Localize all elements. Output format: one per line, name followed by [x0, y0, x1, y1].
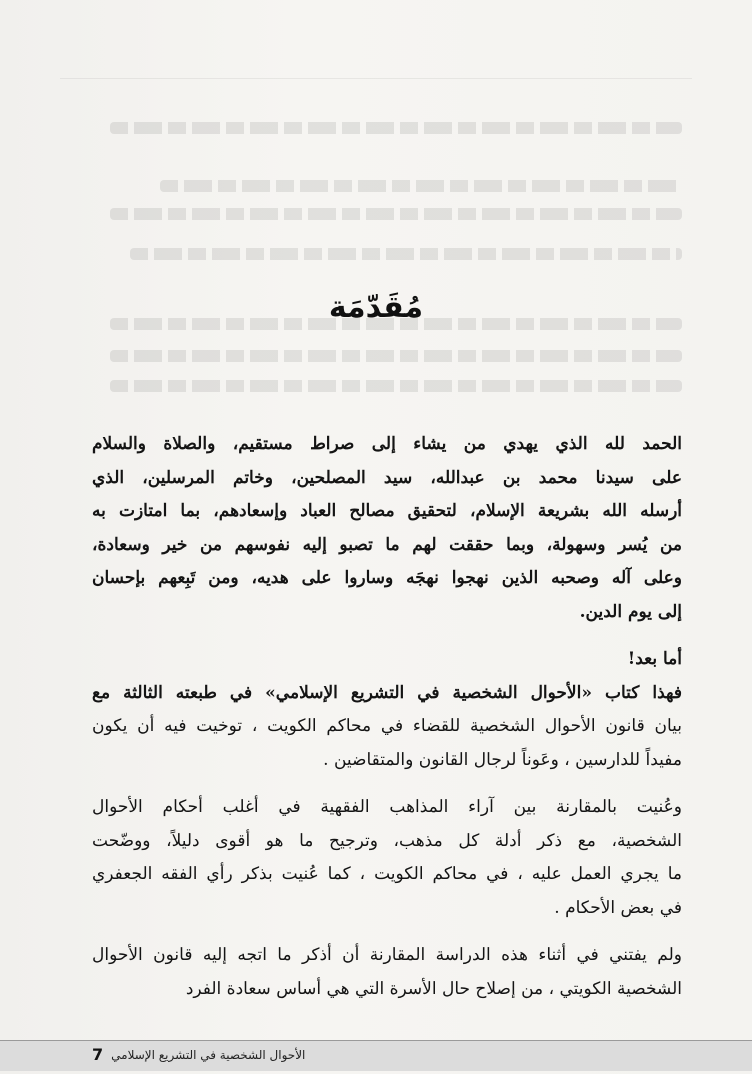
bleed-through-line [110, 122, 682, 134]
text-line: وعلى آله وصحبه الذين نهجوا نهجَه وساروا على هديه، ومن تَبِعهم بإحسان [92, 568, 682, 588]
text-line: بيان قانون الأحوال الشخصية للقضاء في محاكم الكويت ، توخيت فيه أن يكون [92, 716, 682, 736]
text-line: وعُنيت بالمقارنة بين آراء المذاهب الفقهية في أغلب أحكام الأحوال [92, 797, 682, 817]
text-line: ما يجري العمل عليه ، في محاكم الكويت ، كما عُنيت بذكر رأي الفقه الجعفري [92, 864, 682, 884]
paragraph-kuwait-law [92, 939, 682, 1006]
running-title: الأحوال الشخصية في التشريع الإسلامي [111, 1047, 306, 1062]
text-line: فهذا كتاب «الأحوال الشخصية في التشريع الإسلامي» في طبعته الثالثة مع [92, 682, 682, 703]
paragraph-opening [92, 428, 682, 629]
bleed-through-line [110, 350, 682, 362]
bleed-through-line [130, 248, 682, 260]
header-rule [60, 78, 692, 79]
text-line: من يُسر وسهولة، وبما حققت لهم ما تصبو إليه نفوسهم من خير وسعادة، [92, 534, 682, 555]
text-line: إلى يوم الدين. [579, 601, 682, 622]
page-title: مُقَدّمَة [328, 290, 424, 325]
bleed-through-line [110, 208, 682, 220]
text-line: في بعض الأحكام . [554, 897, 682, 918]
text-line: أرسله الله بشريعة الإسلام، لتحقيق مصالح العباد وإسعادهم، بما امتازت به [92, 501, 682, 521]
paragraph-book-intro [92, 677, 682, 778]
bleed-through-line [110, 380, 682, 392]
page-footer [0, 1040, 752, 1071]
body-text [92, 428, 682, 1006]
text-line: ولم يفتني في أثناء هذه الدراسة المقارنة أن أذكر ما اتجه إليه قانون الأحوال [92, 945, 682, 965]
page-number: 7 [92, 1045, 104, 1064]
text-line: على سيدنا محمد بن عبدالله، سيد المصلحين، وخاتم المرسلين، الذي [92, 467, 682, 488]
text-line: الشخصية الكويتي ، من إصلاح حال الأسرة التي هي أساس سعادة الفرد [185, 978, 682, 999]
text-line: مفيداً للدارسين ، وعَوناً لرجال القانون والمتقاضين . [323, 749, 682, 770]
bleed-through-line [160, 180, 682, 192]
footer-content [92, 1045, 305, 1064]
paragraph-amma-baad [92, 643, 682, 677]
text-line: الشخصية، مع ذكر أدلة كل مذهب، وترجيح ما هو أقوى دليلاً، ووضّحت [92, 830, 682, 851]
paragraph-comparison [92, 791, 682, 925]
text-line: الحمد لله الذي يهدي من يشاء إلى صراط مستقيم، والصلاة والسلام [92, 434, 682, 454]
text-line: أما بعد! [627, 649, 682, 669]
